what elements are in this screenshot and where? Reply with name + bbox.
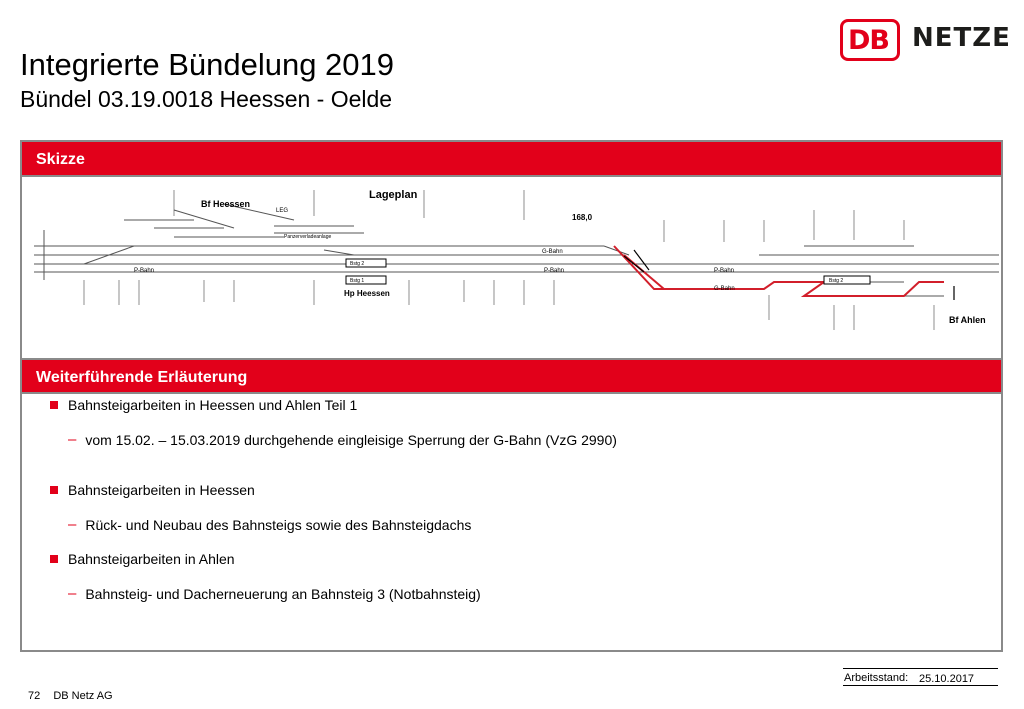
db-netze-logo	[840, 19, 1011, 61]
page-subtitle: Bündel 03.19.0018 Heessen - Oelde	[20, 86, 393, 112]
track-name: P-Bahn	[544, 268, 565, 274]
plan-heading: Lageplan	[369, 189, 418, 201]
section-header-skizze: Skizze	[22, 142, 1001, 177]
list-item: – vom 15.02. – 15.03.2019 durchgehende eingleisige Sperrung der G-Bahn (VzG 2990)	[68, 431, 617, 448]
divider	[843, 685, 998, 686]
page-footer	[28, 690, 113, 702]
bullet-square-icon	[50, 555, 58, 563]
list-item: Bahnsteigarbeiten in Heessen	[50, 481, 255, 499]
track-name: P-Bahn	[134, 268, 155, 274]
station-label: Hp Heessen	[344, 289, 390, 298]
station-label: Bf Heessen	[201, 199, 251, 209]
siding-label: LEG	[276, 208, 289, 214]
bullet-square-icon	[50, 401, 58, 409]
track-name: G-Bahn	[714, 286, 735, 292]
track-name: P-Bahn	[714, 268, 735, 274]
dash-icon: –	[68, 431, 77, 448]
dash-icon: –	[68, 585, 77, 602]
list-item: – Bahnsteig- und Dacherneuerung an Bahnsteig 3 (Notbahnsteig)	[68, 585, 481, 602]
divider	[843, 668, 998, 669]
track-line	[174, 210, 234, 228]
track-line	[324, 250, 354, 255]
netze-wordmark: NETZE	[912, 23, 1011, 53]
page-title: Integrierte Bündelung 2019	[20, 47, 395, 82]
platform-label: Bstg 2	[829, 278, 844, 284]
status-label: Arbeitsstand:	[844, 672, 909, 684]
platform-label: Bstg 2	[350, 261, 365, 267]
content-frame	[20, 140, 1003, 652]
list-item: Bahnsteigarbeiten in Ahlen	[50, 550, 235, 568]
station-label: Bf Ahlen	[949, 315, 986, 325]
dash-icon: –	[68, 516, 77, 533]
platform-label: Bstg 1	[350, 278, 365, 284]
list-item: Bahnsteigarbeiten in Heessen und Ahlen Teil 1	[50, 396, 357, 414]
siding-label: Panzerverladeanlage	[284, 234, 332, 240]
list-item: – Rück- und Neubau des Bahnsteigs sowie des Bahnsteigdachs	[68, 516, 472, 533]
company-name: DB Netz AG	[53, 690, 113, 702]
db-logo-mark: DB	[840, 19, 900, 61]
page-number: 72	[28, 690, 41, 702]
track-layout-plan	[24, 180, 999, 356]
section-header-erlaeuterung: Weiterführende Erläuterung	[22, 358, 1001, 394]
track-name: G-Bahn	[542, 249, 563, 255]
bullet-square-icon	[50, 486, 58, 494]
closure-section	[614, 246, 944, 296]
status-date: 25.10.2017	[919, 673, 975, 685]
km-label: 168,0	[572, 213, 593, 222]
